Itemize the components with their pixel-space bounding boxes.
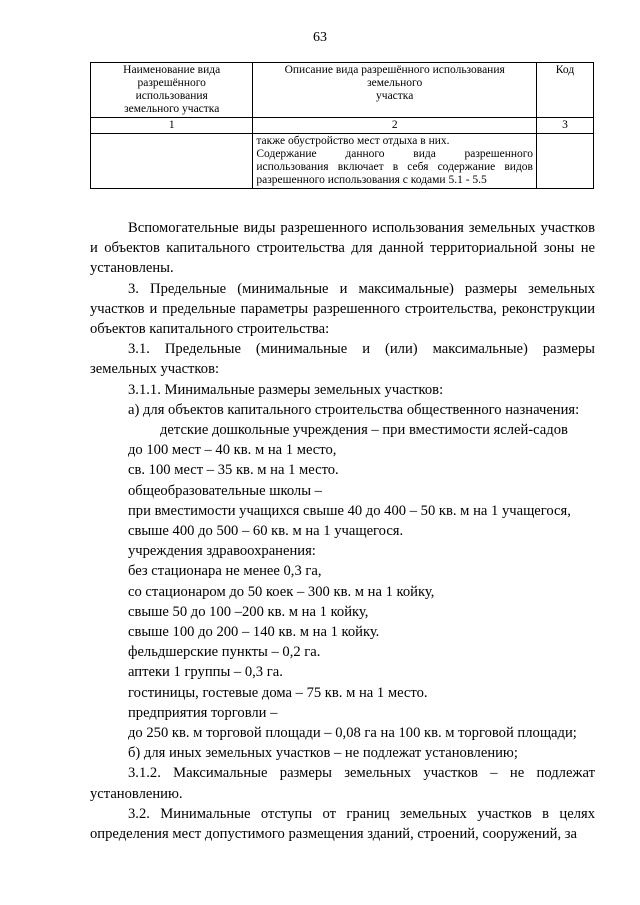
header-line: Код [555,64,575,76]
paragraph: детские дошкольные учреждения – при вместимости яслей-садов [160,422,568,439]
column-number: 3 [536,118,593,134]
paragraph: Вспомогательные виды разрешенного использования земельных участков и объектов капитального строительства для данной территориальной зоны не установлены. [90,220,595,277]
paragraph: 3.1.2. Максимальные размеры земельных участков – не подлежат установлению. [90,765,595,802]
paragraph: общеобразовательные школы – [128,482,322,499]
paragraph: без стационара не менее 0,3 га, [128,563,322,580]
paragraph: свыше 50 до 100 –200 кв. м на 1 койку, [128,603,369,620]
header-code [536,63,593,118]
description-line: использования включает в себя содержание видов [256,161,533,173]
table-row [91,134,594,189]
paragraph: учреждения здравоохранения: [128,543,316,560]
paragraph: со стационаром до 50 коек – 300 кв. м на 1 койку, [128,583,435,600]
paragraph: при вместимости учащихся свыше 40 до 400 – 50 кв. м на 1 учащегося, [128,502,571,519]
description-line: Содержание данного вида разрешенного [256,148,533,160]
cell-description [253,134,537,189]
header-line: земельного [367,77,423,89]
paragraph: свыше 400 до 500 – 60 кв. м на 1 учащегося. [128,523,404,540]
header-line: использования [135,90,208,102]
paragraph: аптеки 1 группы – 0,3 га. [128,664,283,681]
paragraph: фельдшерские пункты – 0,2 га. [128,644,321,661]
description-line: разрешенного использования с кодами 5.1 - 5.5 [256,174,487,186]
document-body [90,218,595,844]
header-line: участка [376,90,414,102]
column-number: 1 [91,118,253,134]
header-line: Наименование вида [123,64,221,76]
table-number-row [91,118,594,134]
paragraph: 3.1.1. Минимальные размеры земельных участков: [128,381,444,398]
table-header-row [91,63,594,118]
column-number: 2 [253,118,537,134]
page-number: 63 [313,30,327,45]
paragraph: гостиницы, гостевые дома – 75 кв. м на 1 место. [128,684,428,701]
header-land-use-description [253,63,537,118]
paragraph: до 250 кв. м торговой площади – 0,08 га на 100 кв. м торговой площади; [128,725,577,742]
paragraph: свыше 100 до 200 – 140 кв. м на 1 койку. [128,624,380,641]
header-line: разрешённого [137,77,206,89]
paragraph: 3. Предельные (минимальные и максимальные) размеры земельных участков и предельные параметры разрешенного строительства, реконструкции объектов капитального строительства: [90,280,595,338]
paragraph: 3.1. Предельные (минимальные и (или) максимальные) размеры земельных участков: [90,341,595,378]
header-line: земельного участка [124,103,220,115]
paragraph: св. 100 мест – 35 кв. м на 1 место. [128,462,339,479]
description-line: также обустройство мест отдыха в них. [256,135,450,147]
cell-land-use-name [91,134,253,189]
paragraph: до 100 мест – 40 кв. м на 1 место, [128,442,337,459]
paragraph: 3.2. Минимальные отступы от границ земельных участков в целях определения мест допустимого размещения зданий, строений, сооружений, за [90,805,595,843]
header-line: Описание вида разрешённого использования [284,64,505,76]
paragraph: предприятия торговли – [128,704,278,721]
paragraph: б) для иных земельных участков – не подлежат установлению; [128,745,518,762]
header-land-use-name [91,63,253,118]
land-use-table [90,62,594,189]
cell-code [536,134,593,189]
paragraph: а) для объектов капитального строительства общественного назначения: [128,401,580,418]
